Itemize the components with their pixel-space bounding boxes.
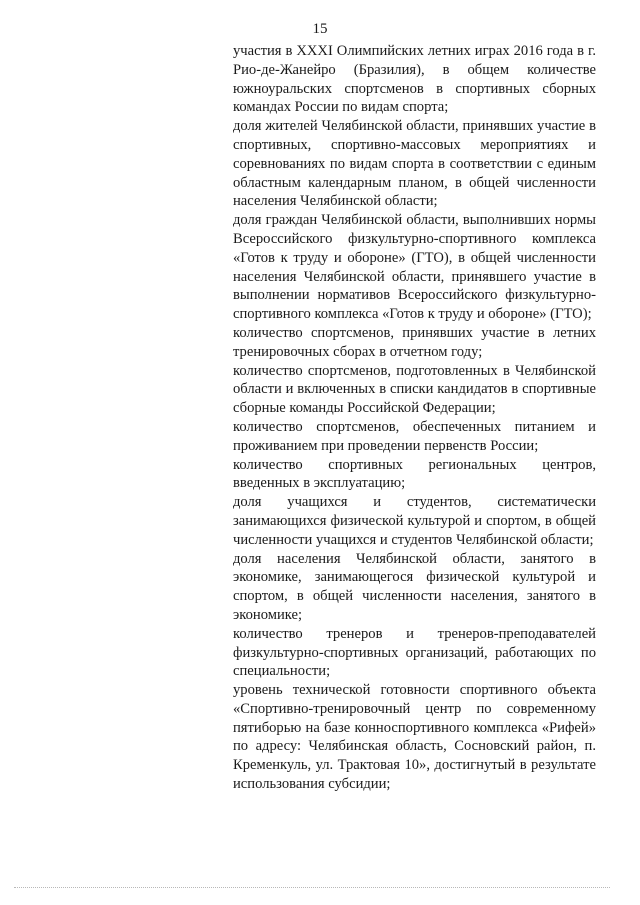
paragraph-gto-share: доля граждан Челябинской области, выполнивших нормы Всероссийского физкультурно-спортивного комплекса «Готов к труду и обороне» (ГТО), в общей численности населения Челябинской области, принявшего участие в выполнении нормативов Всероссийского физкультурно-спортивного комплекса «Готов к труду и обороне» (ГТО); xyxy=(233,212,596,323)
paragraph-students-share: доля учащихся и студентов, систематически занимающихся физической культурой и спортом, в общей численности учащихся и студентов Челябинской области; xyxy=(233,494,596,548)
paragraph-regional-centers: количество спортивных региональных центров, введенных в эксплуатацию; xyxy=(233,456,596,492)
paragraph-employed-population-share: доля населения Челябинской области, занятого в экономике, занимающегося физической культурой и спортом, в общей численности населения, занятого в экономике; xyxy=(233,550,596,623)
paragraph-training-camps: количество спортсменов, принявших участие в летних тренировочных сборах в отчетном году; xyxy=(233,324,596,360)
paragraph-sports-events-share: доля жителей Челябинской области, принявших участие в спортивных, спортивно-массовых мероприятиях и соревнованиях по видам спорта в соответствии с единым областным календарным планом, в общей численности населения Челябинской области; xyxy=(233,118,596,210)
paragraph-athletes-accommodation: количество спортсменов, обеспеченных питанием и проживанием при проведении первенств России; xyxy=(233,418,596,454)
paragraph-olympic-participation: участия в XXXI Олимпийских летних играх 2016 года в г. Рио-де-Жанейро (Бразилия), в общем количестве южноуральских спортсменов в спортивных сборных командах России по видам спорта; xyxy=(233,43,596,116)
document-body xyxy=(233,42,596,794)
scan-edge-line xyxy=(14,887,610,888)
page-number: 15 xyxy=(312,21,328,37)
paragraph-technical-readiness: уровень технической готовности спортивного объекта «Спортивно-тренировочный центр по современному пятиборью на базе конноспортивного комплекса «Рифей» по адресу: Челябинская область, Сосновский район, п. Кременкуль, ул. Трактовая 10», достигнутый в результате использования субсидии; xyxy=(233,682,596,793)
paragraph-national-team-candidates: количество спортсменов, подготовленных в Челябинской области и включенных в списки кандидатов в спортивные сборные команды Российской Федерации; xyxy=(233,362,596,417)
paragraph-coaches-count: количество тренеров и тренеров-преподавателей физкультурно-спортивных организаций, работающих по специальности; xyxy=(233,625,596,680)
